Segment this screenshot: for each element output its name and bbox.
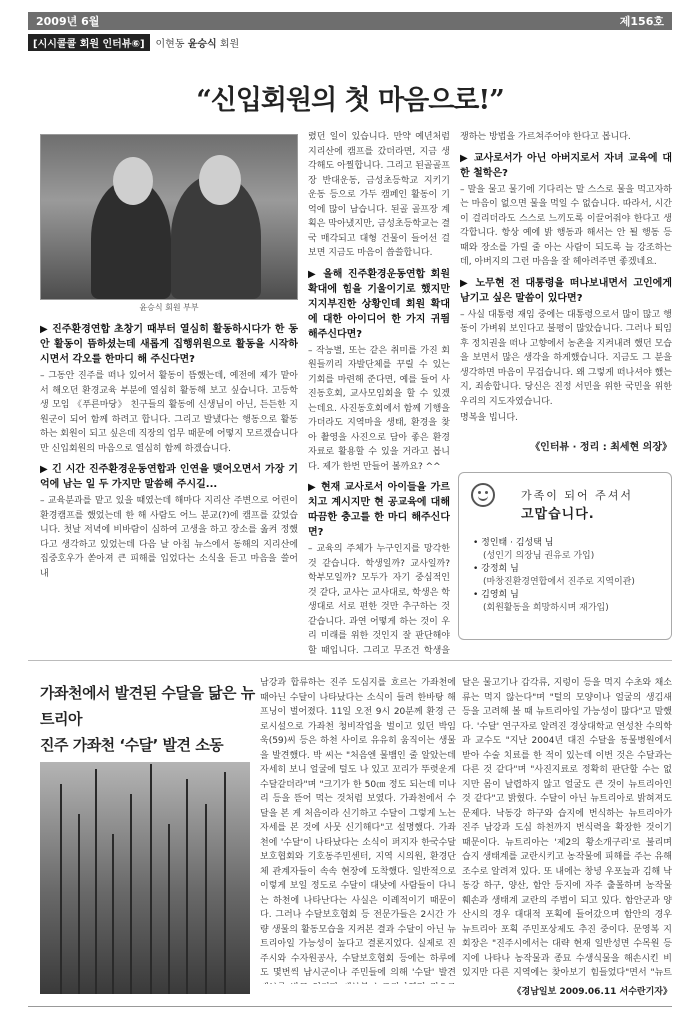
interviewee-role: 이현동 — [155, 38, 185, 50]
member-note: (마창진환경연합에서 진주로 지역이관) — [483, 577, 635, 587]
smiley-icon — [471, 483, 495, 507]
answer-2-continued: 렸던 일이 있습니다. 만약 예년처럼 지리산에 캠프를 갔더라면, 지금 생각해도 아찔합니다. 그리고 된골골프장 반대운동, 금성초등학교 지키기 운동 등으로 가두 캠페인 활동이 기억에 많이 남습니다. 된골 골프장 계획은 막아냈지만, 금성초등학교는 결국 매각되고 대형 건물이 들어선 걸 보면 지금도 마음이 씁쓸합니다. — [308, 132, 450, 258]
question-2: ▶ 긴 시간 진주환경운동연합과 인연을 맺어오면서 가장 기억에 남는 일 두 가지만 말씀해 주시길... — [40, 464, 298, 490]
answer-2: – 교육분과를 맡고 있을 때였는데 해마다 지리산 주변으로 어린이 환경캠프를 했었는데 한 해 사람도 어느 분교(?)에 캠프를 갔었습니다. 첫날 저녁에 비바람이 심하여 고생을 하고 장소를 옮켜 정했다고 생각하고 있었는데 다음 날 아침 뉴스에서 동해의 지리산에 집중호우가 쏟아져 큰 피해를 입었다는 소식을 듣고 마음을 쓸어 내 — [40, 496, 298, 579]
issue-date: 2009년 6월 — [36, 15, 100, 28]
question-1: ▶ 진주환경연합 초창기 때부터 열심히 활동하시다가 한 동안 활동이 뜸하셨는데 새롭게 집행위원으로 활동을 시작하시면서 각오를 한마디 해 주신다면? — [40, 324, 298, 365]
answer-3: – 작능별, 또는 같은 취미를 가진 회원들끼리 자발단체를 꾸릴 수 있는 기회를 마련해 준다면, 예를 들어 사진동호회, 교사모임회을 할 수 있겠는데요. 사진동호회에서 함께 기행을 가더라도 지역마을 생태, 환경을 찾아 촬영을 사진으로 담아 좋은 환경자료로 활용할 수 있을 거라고 봅니다. 제가 한번 만들어 볼까요? ^^ — [308, 345, 450, 472]
member-name: • 김영희 님 — [473, 589, 635, 602]
bottom-rule — [28, 1006, 672, 1007]
news-column-1 — [260, 676, 456, 984]
interview-credit: 《인터뷰 · 정리 : 최세현 의장》 — [530, 442, 672, 453]
photo-caption: 윤승식 회원 부부 — [139, 303, 199, 312]
series-label — [28, 33, 672, 51]
member-name: • 강정희 님 — [473, 563, 635, 576]
news-column-2 — [462, 676, 672, 980]
new-members-box — [458, 472, 672, 640]
member-name: • 정인태 · 김성택 님 — [473, 537, 635, 550]
member-note: (성인기 의장님 권유로 가입) — [483, 551, 595, 561]
question-5: ▶ 교사로서가 아닌 아버지로서 자녀 교육에 대한 철학은? — [460, 152, 672, 179]
article-column-2 — [308, 130, 450, 655]
news-body-2: 달은 물고기나 갑각류, 지렁이 등을 먹지 수초와 채소류는 먹지 않는다"며 "털의 모양이나 얼굴의 생김새 등을 고려해 볼 때 뉴트리아일 가능성이 많다"고 말했다. '수달' 연구자로 알려진 경상대학교 연성찬 수의학과 교수도 "지난 2004년 대진 수달을 동물병원에서 받아 수술 치료를 한 적이 있는데 이번 것은 수달과는 다른 것 같다"며 "사진지료로 정확히 판단할 수는 없지만 몸이 날렵하지 않고 얼굴도 큰 것이 뉴트리아인 것 같다"고 밝혔다. 수달이 아닌 뉴트리아로 밝혀져도 문제다. 낙동강 하구와 습지에 번식하는 뉴트리아가 진주 남강과 도심 하천까지 번식력을 확장한 것이기 때문이다. 뉴트리아는 '제2의 황소개구리'로 불리며 습지 생태계를 교란시키고 농작물에 피해를 주는 유해조수로 알려져 있다. 또 내에는 창녕 우포늪과 김해 낙동강 하구, 양산, 함안 등지에 자주 출몰하며 농작물 훼손과 생태계 교란의 주범이 되고 있다. 함안군과 양산시의 경우 대대적 포획에 들어갔으며 함안의 경우 뉴트리아 포획 주민포상제도 추진 중이다. 문영복 지회장은 "진주시에서는 대략 현재 일반성면 수목원 등지에 나타나 농작물과 종묘 수생식물을 해손시킨 비 있지만 다른 지역에는 찾아보기 힘들었다"면서 "뉴트 — [462, 678, 672, 978]
thanks-title-top: 가족이 되어 주셔서 — [521, 489, 634, 502]
interviewee-name: 윤승식 — [187, 38, 217, 50]
answer-6: – 사실 대통령 재임 중에는 대통령으로서 많이 많고 행동이 가벼워 보인다고 불평이 많았습니다. 그러나 퇴임 후 정치권을 떠나 고향에서 농촌을 지켜내려 했던 모습을 보면서 많은 생각을 하게했습니다. 지금도 그 분을 생각하면 마음이 무겁습니다. 왜 그렇게 떠나셔야 했는지, 죄송합니다. 당신은 진정 서민을 위한 국민을 위한 우리의 지도자였습니다. — [460, 309, 672, 407]
section-divider — [28, 660, 672, 661]
issue-number: 제156호 — [619, 15, 664, 28]
interviewee — [156, 35, 240, 50]
page-header-bar — [28, 12, 672, 30]
news-headline-line-1: 가좌천에서 발견된 수달을 닮은 뉴트리아 — [40, 684, 255, 728]
answer-4-continued: 쟁하는 방법을 가르쳐주어야 한다고 봅니다. — [460, 132, 631, 142]
news-credit: 《경남일보 2009.06.11 서수란기자》 — [512, 987, 672, 997]
thanks-title-bottom: 고맙습니다. — [521, 507, 595, 522]
answer-6-closing: 명복을 빕니다. — [460, 413, 518, 423]
question-6: ▶ 노무현 전 대통령을 떠나보내면서 고인에게 남기고 싶은 말씀이 있다면? — [460, 277, 672, 304]
answer-4: – 교육의 주체가 누구인지를 망각한 것 같습니다. 학생일까? 교사일까? 학부모일까? 모두가 자기 중심적인 것 같다, 교사는 교사대로, 학생은 학생대로 서로 편한 것만 추구하는 것 같습니다. 과연 어떻게 하는 것이 우리 미래를 위한 것인지 잘 판단해야 할 때입니다. 그리고 무조건 학생을 — [308, 544, 450, 655]
series-tag: [시시콜콜 회원 인터뷰⑥] — [28, 34, 150, 51]
article-column-1 — [40, 316, 298, 656]
question-4: ▶ 현재 교사로서 아이들을 가르치고 계시지만 현 공교육에 대해 따끔한 충고를 한 마디 해주신다면? — [308, 482, 450, 538]
article-column-3 — [460, 130, 672, 434]
answer-1: – 그동안 진주를 떠나 있어서 활동이 뜸했는데, 예전에 제가 맡아서 해오던 환경교육 부분에 열심히 활동해 보고 싶습니다. 고등학생 모임 《푸른마당》 친구들의 활동에 신생님이 아닌, 든든한 지원군이 되어 함께 하려고 합니다. 그리고 발냈다는 행동으로 활동하는 회원이 되고 싶은데 직장의 업무 때문에 어떻지 모르겠습니다만 신입회원의 마음으로 열심히 함께 하겠습니다. — [40, 371, 298, 454]
answer-5: – 말을 물고 물기에 기다리는 말 스스로 물을 먹고자하는 마음이 없으면 물을 먹일 수 없습니다. 따라서, 시간이 걸리더라도 스스로 느끼도록 이끌어줘야 한다고 생각합니다. 항상 예에 밝 행동과 해서는 안 될 행동 등 때와 장소를 가릴 줄 아는 사람이 되도록 늘 강조하는데, 아버지의 그런 마음을 잘 헤아려주면 좋겠네요. — [460, 184, 672, 267]
news-body-1: 남강과 합류하는 진주 도심지를 흐르는 가좌천에 때아닌 수달이 나타났다는 소식이 들려 한바탕 해프닝이 벌어졌다. 11일 오전 9시 20분께 환경 근로시설으로 가좌천 청비작업을 벌이고 있던 박임욱(59)씨 등은 하천 사이로 유유히 움직이는 생물을 발견했다. 박 씨는 "처음엔 물뱀인 줄 알았는데 자세히 보니 얼굴에 털도 나 있고 꼬리가 뚜렷운게 수달같더라"며 "크기가 한 50㎝ 정도 되는데 미나리 등을 뜯어 먹는 것처럼 보였다. 가좌천에서 수달을 본 게 처음이라 신기하고 수달이 그렇게 노는 자세를 본 것에 사뭇 신기해다"고 설명했다. 가좌천에 '수달'이 나타났다는 소식이 퍼지자 한국수달보호협회와 기호동주민센터, 지역 시의원, 환경단체 관계자들이 속속 현장에 도착했다. 일반적으로 이렇게 보일 정도로 수달이 대낮에 사람들이 다니는 하천에 나타난다는 사실은 이례적이기 때문이다. 그러나 수달보호협회 등 전문가들은 2시간 가량 생물의 활동모습을 지켜본 결과 수달이 아닌 뉴트리아일 가능성이 높다고 결론지었다. 실제로 진주시와 수자원공사, 수달보호협회 등에는 하루에도 몇번씩 남시군이나 주민들에 의해 '수달' 발견 — [260, 678, 456, 978]
headline: “신입회원의 첫 마음으로!” — [196, 85, 504, 116]
interviewee-suffix: 회원 — [219, 38, 240, 50]
new-members-list — [473, 537, 635, 615]
couple-photo — [40, 134, 298, 300]
news-headline-line-2: 진주 가좌천 ‘수달’ 발견 소동 — [40, 736, 224, 754]
member-note: (회원활동을 희망하시며 재가입) — [483, 603, 609, 613]
question-3: ▶ 올해 진주환경운동연합 회원 확대에 힘을 기울이기로 했지만 지지부진한 상황인데 회원 확대에 대한 아이디어 한 가지 귀띔 해주신다면? — [308, 268, 450, 340]
reeds-photo — [40, 762, 250, 994]
